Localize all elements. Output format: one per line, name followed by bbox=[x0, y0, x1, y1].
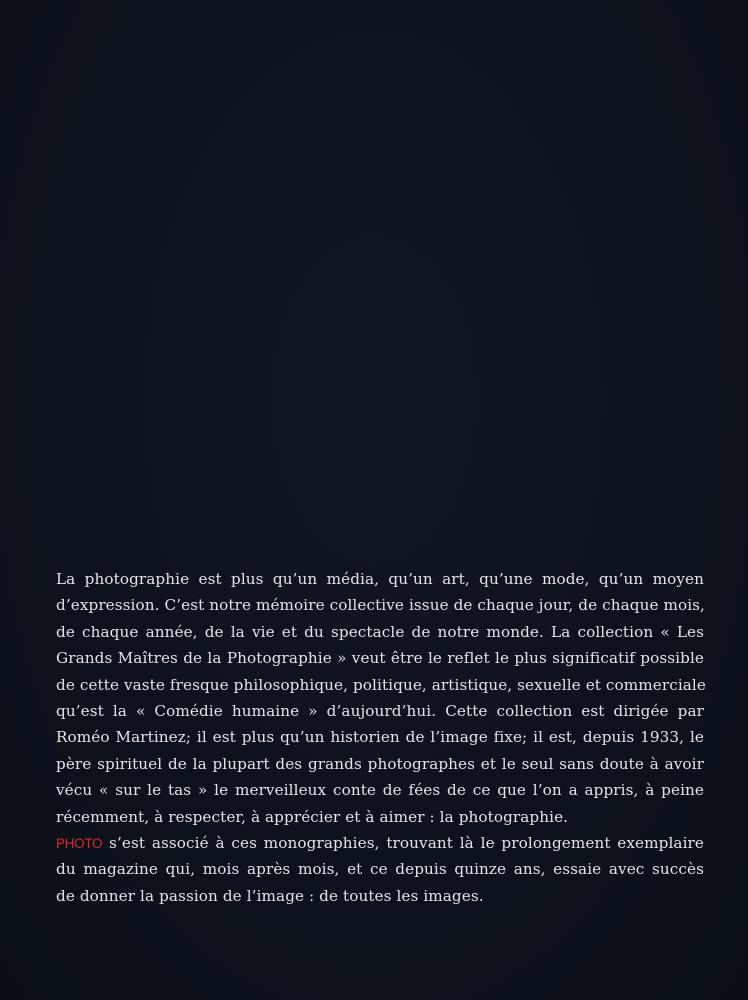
text-line: vécu « sur le tas » le merveilleux conte de fées de ce que l’on a appris, à peine bbox=[56, 781, 704, 800]
paragraph-photo-magazine bbox=[56, 830, 704, 909]
text-line: du magazine qui, mois après mois, et ce depuis quinze ans, essaie avec succès bbox=[56, 860, 704, 879]
text-line: père spirituel de la plupart des grands photographes et le seul sans doute à avoir bbox=[56, 754, 704, 773]
text-line: de chaque année, de la vie et du spectacle de notre monde. La collection « Les bbox=[56, 622, 704, 641]
text-line: Roméo Martinez; il est plus qu’un historien de l’image fixe; il est, depuis 1933, le bbox=[56, 728, 704, 747]
paragraph-collection bbox=[56, 566, 704, 830]
text-line: récemment, à respecter, à apprécier et à aimer : la photographie. bbox=[56, 807, 569, 826]
text-line: Grands Maîtres de la Photographie » veut être le reflet le plus significatif possible bbox=[56, 649, 704, 668]
text-line-rest: s’est associé à ces monographies, trouvant là le prolongement exemplaire bbox=[102, 833, 704, 852]
text-line: La photographie est plus qu’un média, qu’un art, qu’une mode, qu’un moyen bbox=[56, 570, 704, 588]
text-line bbox=[56, 830, 704, 856]
photo-logo: PHOTO bbox=[56, 835, 103, 851]
text-line: qu’est la « Comédie humaine » d’aujourd’hui. Cette collection est dirigée par bbox=[56, 701, 704, 720]
text-line: d’expression. C’est notre mémoire collective issue de chaque jour, de chaque mois, bbox=[56, 596, 705, 615]
text-line: de cette vaste fresque philosophique, politique, artistique, sexuelle et commerciale bbox=[56, 675, 706, 694]
text-line: de donner la passion de l’image : de toutes les images. bbox=[56, 886, 484, 905]
cover-text bbox=[56, 566, 704, 909]
